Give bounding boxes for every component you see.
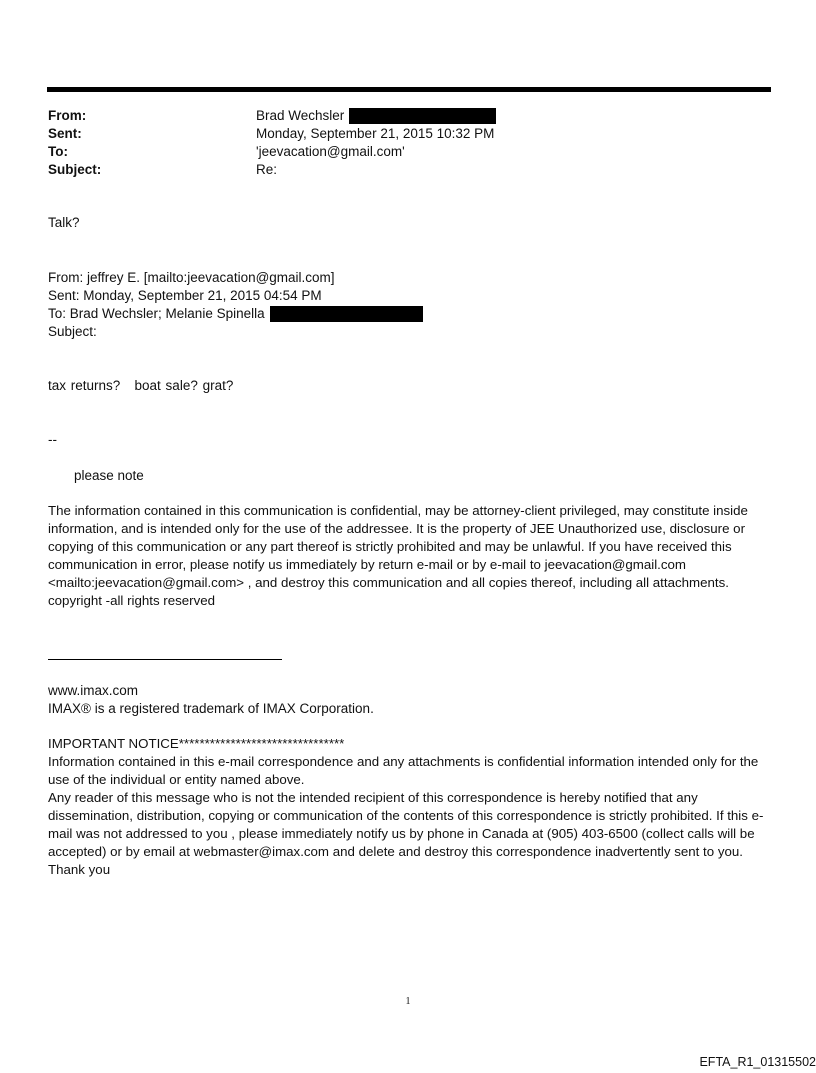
reply-body: Talk? (48, 215, 80, 230)
confidentiality-notice: The information contained in this communication is confidential, may be attorney-client privileged, may constitute inside information, and is intended only for the use of the addressee. It is the property of JEE Unauthorized use, disclosure or copying of this communication or any part thereof is strictly prohibited and may be unlawful. If you have received this communication in error, please notify us immediately by return e-mail or by e-mail to jeevacation@gmail.com <mailto:jeevacation@gmail.com> , and destroy this communication and all copies thereof, including all attachments. copyright -all rights reserved (48, 503, 748, 608)
forwarded-header (48, 269, 423, 341)
forwarded-to-row (48, 305, 423, 323)
sent-row (48, 125, 768, 143)
please-note: please note (74, 468, 144, 483)
to-row (48, 143, 768, 161)
page-number: 1 (405, 996, 411, 1007)
imax-footer (48, 682, 374, 718)
to-label: To: (48, 144, 68, 159)
subject-label: Subject: (48, 162, 102, 177)
imax-website: www.imax.com (48, 683, 139, 698)
footer-divider (48, 659, 282, 660)
redaction-box (349, 108, 496, 124)
header-divider (47, 87, 771, 92)
from-row (48, 107, 768, 125)
signature-separator: -- (48, 432, 57, 447)
document-id: EFTA_R1_01315502 (699, 1055, 816, 1069)
imax-trademark: IMAX® is a registered trademark of IMAX Corporation. (48, 701, 374, 716)
subject-value: Re: (256, 162, 278, 177)
redaction-box (270, 306, 423, 322)
notice-paragraph-1: Information contained in this e-mail correspondence and any attachments is confidential information intended only for the use of the individual or entity named above. (48, 754, 759, 787)
sent-value: Monday, September 21, 2015 10:32 PM (256, 126, 495, 141)
email-header (48, 107, 768, 179)
notice-paragraph-2: Any reader of this message who is not the intended recipient of this correspondence is hereby notified that any dissemination, distribution, copying or communication of the contents of this correspondence is strictly prohibited. If this e-mail was not addressed to you , please immediately notify us by phone in Canada at (905) 403-6500 (collect calls will be accepted) or by email at webmaster@imax.com and delete and destroy this correspondence inadvertently sent to you. Thank you (48, 790, 764, 877)
from-value: Brad Wechsler (256, 108, 345, 123)
important-notice (48, 735, 764, 879)
from-label: From: (48, 108, 87, 123)
forwarded-to: To: Brad Wechsler; Melanie Spinella (48, 306, 265, 321)
sent-label: Sent: (48, 126, 82, 141)
subject-row (48, 161, 768, 179)
notice-heading: IMPORTANT NOTICE******************************** (48, 736, 345, 751)
to-value: 'jeevacation@gmail.com' (256, 144, 405, 159)
forwarded-from: From: jeffrey E. [mailto:jeevacation@gmail.com] (48, 270, 335, 285)
original-body: tax returns? boat sale? grat? (48, 378, 234, 393)
forwarded-subject: Subject: (48, 324, 97, 339)
forwarded-sent: Sent: Monday, September 21, 2015 04:54 PM (48, 288, 322, 303)
